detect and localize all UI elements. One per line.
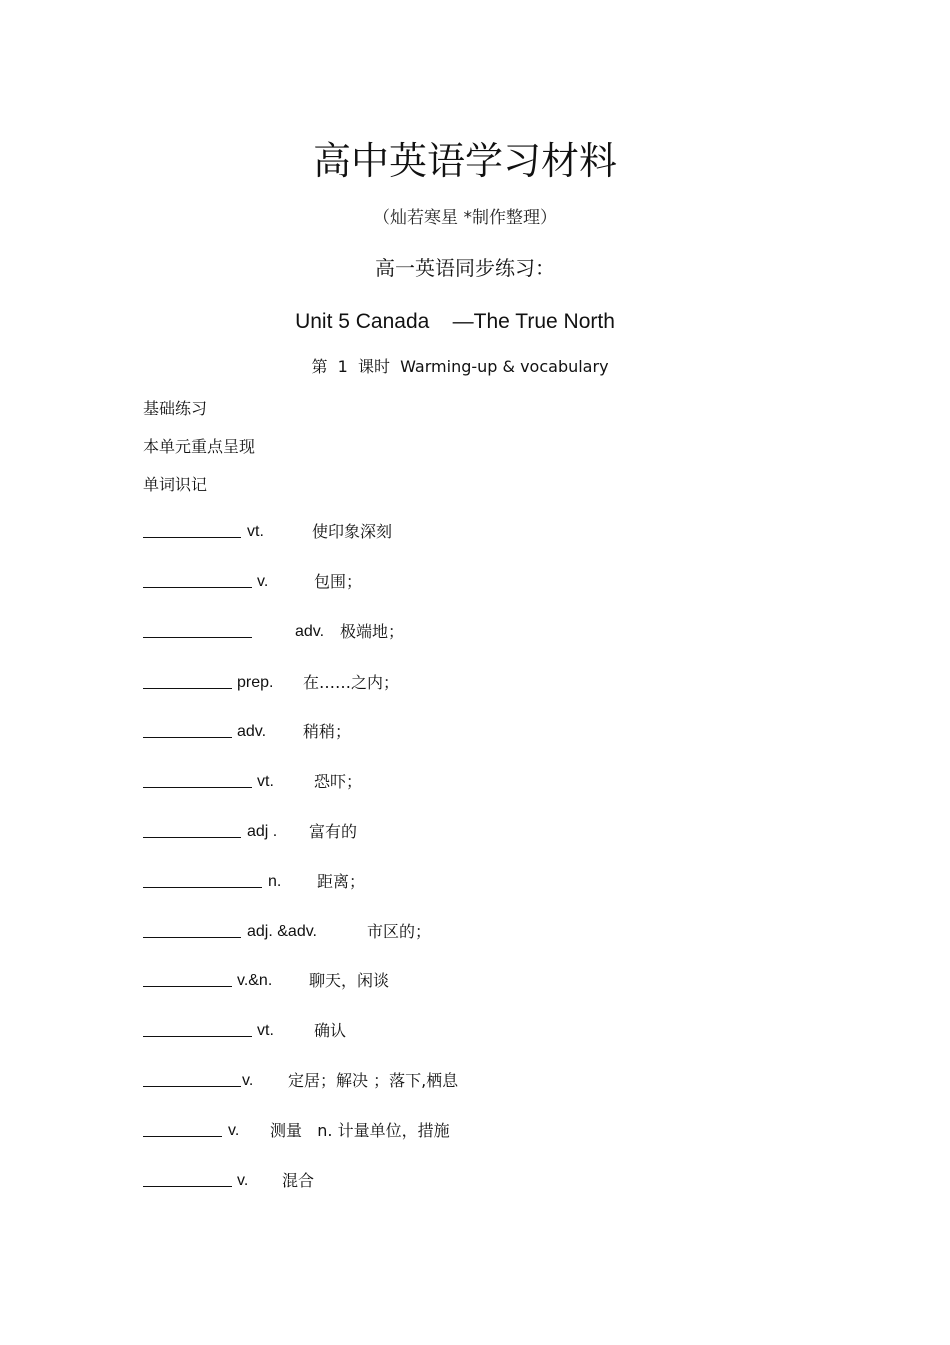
answer-blank[interactable] — [143, 537, 241, 538]
answer-blank[interactable] — [143, 637, 252, 638]
word-meaning: 确认 — [314, 1021, 347, 1040]
word-meaning: 市区的； — [367, 922, 432, 941]
word-meaning: 富有的 — [309, 822, 358, 841]
part-of-speech: adj . — [247, 823, 278, 840]
answer-blank[interactable] — [143, 737, 232, 738]
word-meaning: 在……之内； — [303, 673, 400, 692]
answer-blank[interactable] — [143, 1136, 222, 1137]
word-meaning: 距离； — [317, 872, 366, 891]
word-meaning: 极端地； — [340, 622, 405, 641]
sync-practice-label: 高一英语同步练习： — [375, 256, 555, 280]
word-meaning: 使印象深刻 — [312, 522, 393, 541]
answer-blank[interactable] — [143, 1036, 252, 1037]
section-basic-practice: 基础练习 — [143, 399, 208, 418]
answer-blank[interactable] — [143, 837, 241, 838]
part-of-speech: v. — [228, 1122, 240, 1139]
answer-blank[interactable] — [143, 887, 262, 888]
word-meaning: 包围； — [314, 572, 363, 591]
word-meaning: 测量 n. 计量单位，措施 — [270, 1121, 450, 1140]
answer-blank[interactable] — [143, 1086, 241, 1087]
document-title: 高中英语学习材料 — [312, 139, 617, 183]
part-of-speech: adj. &adv. — [247, 923, 317, 940]
part-of-speech: v. — [242, 1072, 254, 1089]
section-unit-focus: 本单元重点呈现 — [143, 437, 256, 456]
word-meaning: 混合 — [282, 1171, 315, 1190]
document-subtitle: （灿若寒星 *制作整理） — [373, 208, 557, 228]
word-meaning: 聊天，闲谈 — [309, 971, 390, 990]
part-of-speech: v. — [237, 1172, 249, 1189]
part-of-speech: adv. — [295, 623, 325, 640]
part-of-speech: vt. — [257, 1022, 274, 1039]
word-meaning: 定居；解决 ；落下,栖息 — [288, 1071, 459, 1090]
answer-blank[interactable] — [143, 688, 232, 689]
lesson-title: 第 1 课时 Warming-up & vocabulary — [311, 357, 609, 376]
answer-blank[interactable] — [143, 787, 252, 788]
section-word-memory: 单词识记 — [143, 475, 208, 494]
part-of-speech: vt. — [247, 523, 264, 540]
part-of-speech: v.&n. — [237, 972, 273, 989]
word-meaning: 恐吓； — [314, 772, 363, 791]
answer-blank[interactable] — [143, 1186, 232, 1187]
answer-blank[interactable] — [143, 937, 241, 938]
answer-blank[interactable] — [143, 986, 232, 987]
part-of-speech: n. — [268, 873, 282, 890]
part-of-speech: vt. — [257, 773, 274, 790]
word-meaning: 稍稍； — [303, 722, 352, 741]
part-of-speech: prep. — [237, 674, 274, 691]
unit-title: Unit 5 Canada —The True North — [295, 310, 615, 333]
part-of-speech: v. — [257, 573, 269, 590]
part-of-speech: adv. — [237, 723, 267, 740]
answer-blank[interactable] — [143, 587, 252, 588]
